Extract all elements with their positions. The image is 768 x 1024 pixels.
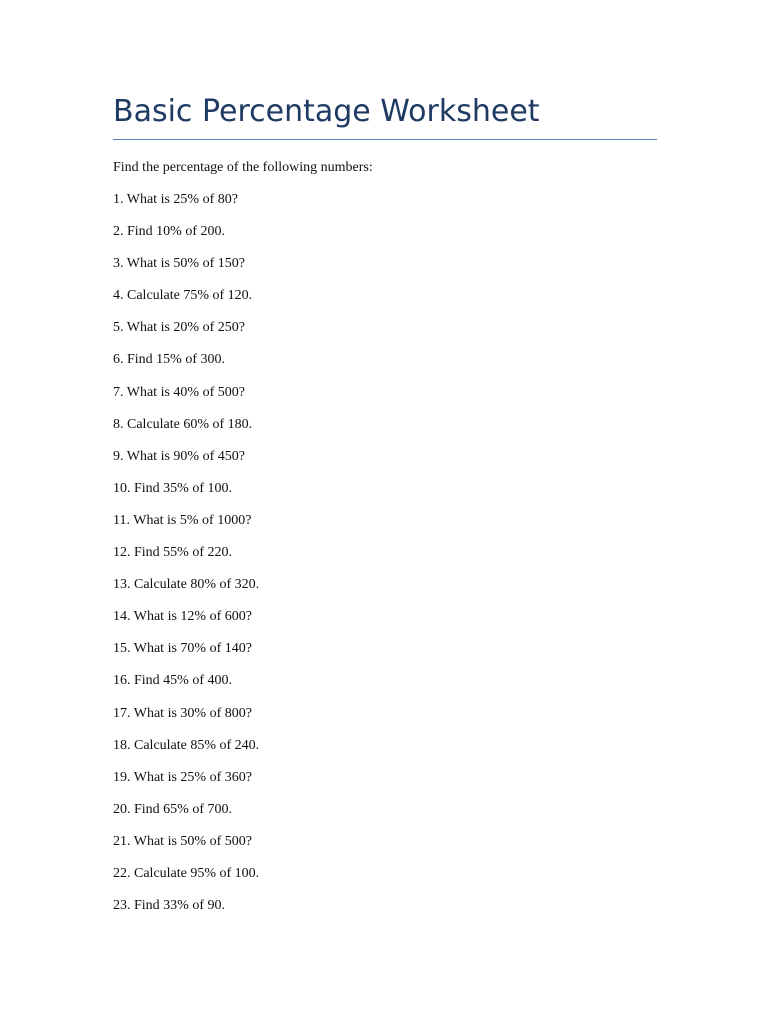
instructions-text: Find the percentage of the following numbers: [113,160,373,175]
question-item: 2. Find 10% of 200. [113,224,225,240]
question-item: 21. What is 50% of 500? [113,833,252,849]
question-item: 5. What is 20% of 250? [113,320,245,336]
question-item: 11. What is 5% of 1000? [113,512,252,528]
page-title: Basic Percentage Worksheet [113,94,540,129]
question-item: 18. Calculate 85% of 240. [113,737,260,753]
question-item: 1. What is 25% of 80? [113,192,238,207]
question-item: 3. What is 50% of 150? [113,256,245,272]
question-item: 14. What is 12% of 600? [113,609,252,625]
question-item: 8. Calculate 60% of 180. [113,416,253,432]
question-item: 17. What is 30% of 800? [113,705,252,721]
question-list [113,191,259,929]
question-item: 6. Find 15% of 300. [113,352,225,368]
question-item: 7. What is 40% of 500? [113,384,245,400]
question-item: 22. Calculate 95% of 100. [113,865,260,881]
title-divider [113,139,657,140]
question-item: 23. Find 33% of 90. [113,898,225,914]
question-item: 16. Find 45% of 400. [113,673,232,689]
question-item: 15. What is 70% of 140? [113,641,252,657]
question-item: 12. Find 55% of 220. [113,545,232,561]
question-item: 13. Calculate 80% of 320. [113,577,260,593]
question-item: 9. What is 90% of 450? [113,448,245,464]
question-item: 4. Calculate 75% of 120. [113,288,253,304]
question-item: 10. Find 35% of 100. [113,480,232,496]
question-item: 20. Find 65% of 700. [113,801,232,817]
question-item: 19. What is 25% of 360? [113,769,252,785]
